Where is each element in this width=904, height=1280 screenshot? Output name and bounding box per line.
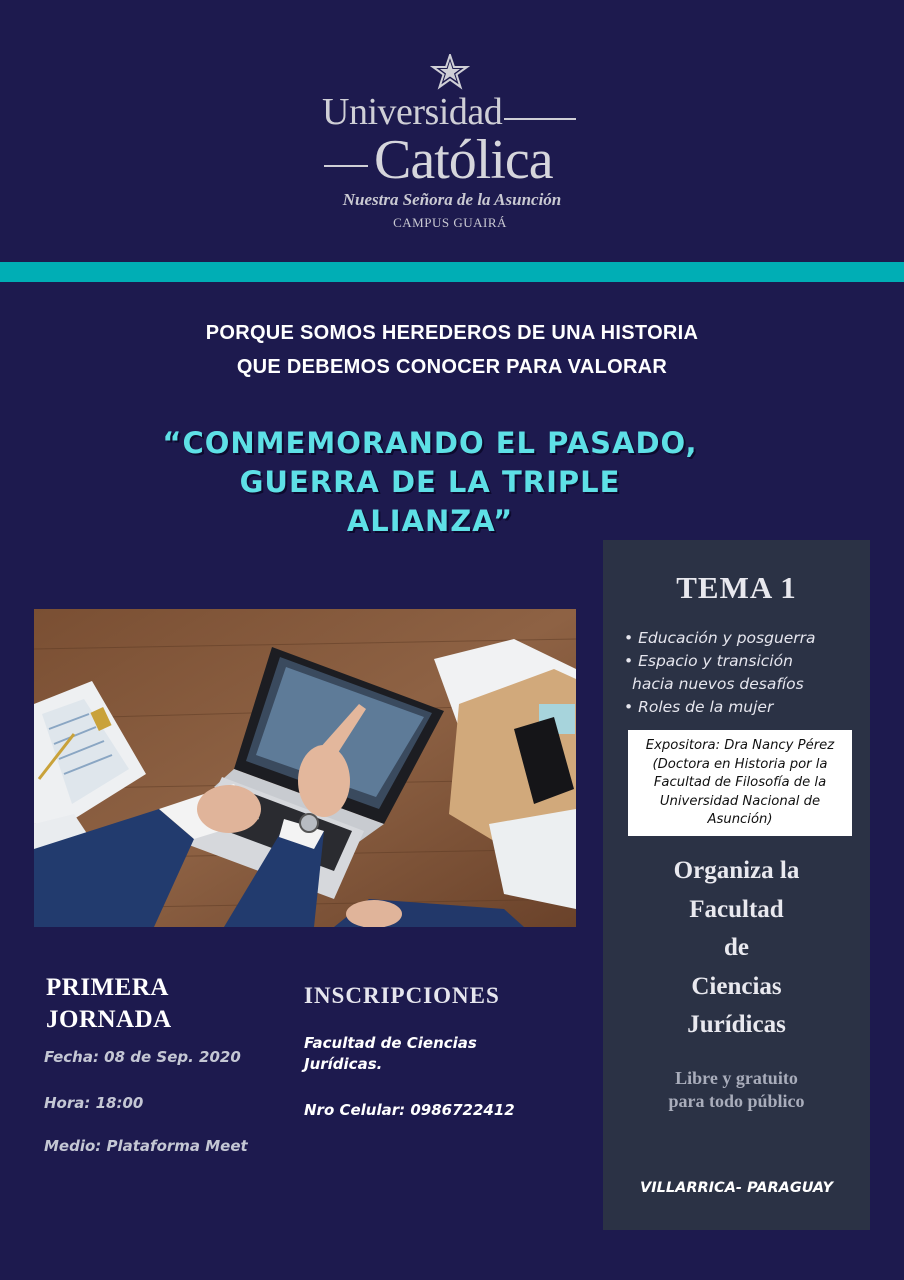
speaker-line: Facultad de Filosofía de la [653,775,827,790]
event-time: Hora: 18:00 [44,1094,144,1112]
event-medium: Medio: Plataforma Meet [44,1137,248,1155]
logo-catolica: Católica [374,129,553,191]
speaker-line: Asunción) [707,812,773,827]
logo-divider [504,118,576,120]
list-item: • Educación y posguerra [624,629,816,647]
tagline-line: QUE DEBEMOS CONOCER PARA VALORAR [236,356,668,378]
list-item: hacia nuevos desafíos [632,675,804,693]
headline-line: “CONMEMORANDO EL PASADO, [162,426,698,460]
registration-line: Jurídicas. [304,1055,383,1073]
event-date: Fecha: 08 de Sep. 2020 [44,1048,241,1066]
registration-phone: Nro Celular: 0986722412 [304,1101,515,1119]
organizer-line: Jurídicas [687,1011,786,1038]
free-admission [603,1067,870,1113]
organizer-line: Organiza la [673,857,800,884]
free-line: Libre y gratuito [675,1068,798,1088]
logo-divider [324,165,368,167]
headline-line: GUERRA DE LA TRIPLE [239,465,621,499]
session-line: JORNADA [46,1006,172,1033]
speaker-line: (Doctora en Historia por la [652,756,828,772]
organizer-line: Facultad [689,895,784,923]
organizer-line: Ciencias [691,972,782,1000]
topic-title: TEMA 1 [676,570,797,605]
organizer-line: de [724,934,749,961]
headline-line: ALIANZA” [346,504,514,538]
session-line: PRIMERA [46,974,169,1001]
logo-subtitle: Nuestra Señora de la Asunción [342,190,562,209]
logo-universidad: Universidad [322,91,503,133]
accent-bar [0,262,904,282]
speaker-info [632,737,848,830]
registration-place [304,1033,477,1075]
location: VILLARRICA- PARAGUAY [640,1180,833,1196]
tagline-line: PORQUE SOMOS HEREDEROS DE UNA HISTORIA [205,322,699,344]
list-item: • Roles de la mujer [624,698,774,716]
desk-laptop-photo [34,609,576,927]
logo-campus: CAMPUS GUAIRÁ [393,215,507,230]
topic-list [624,627,864,719]
speaker-line: Universidad Nacional de [659,793,821,809]
session-title [46,972,172,1036]
tagline [100,316,804,384]
organizer [603,852,870,1045]
registration-title: INSCRIPCIONES [304,983,500,1008]
free-line: para todo público [668,1091,805,1111]
registration-line: Facultad de Ciencias [304,1034,477,1052]
speaker-line: Expositora: Dra Nancy Pérez [645,738,835,753]
event-headline [120,424,740,541]
list-item: • Espacio y transición [624,652,793,670]
star-icon [430,54,470,90]
